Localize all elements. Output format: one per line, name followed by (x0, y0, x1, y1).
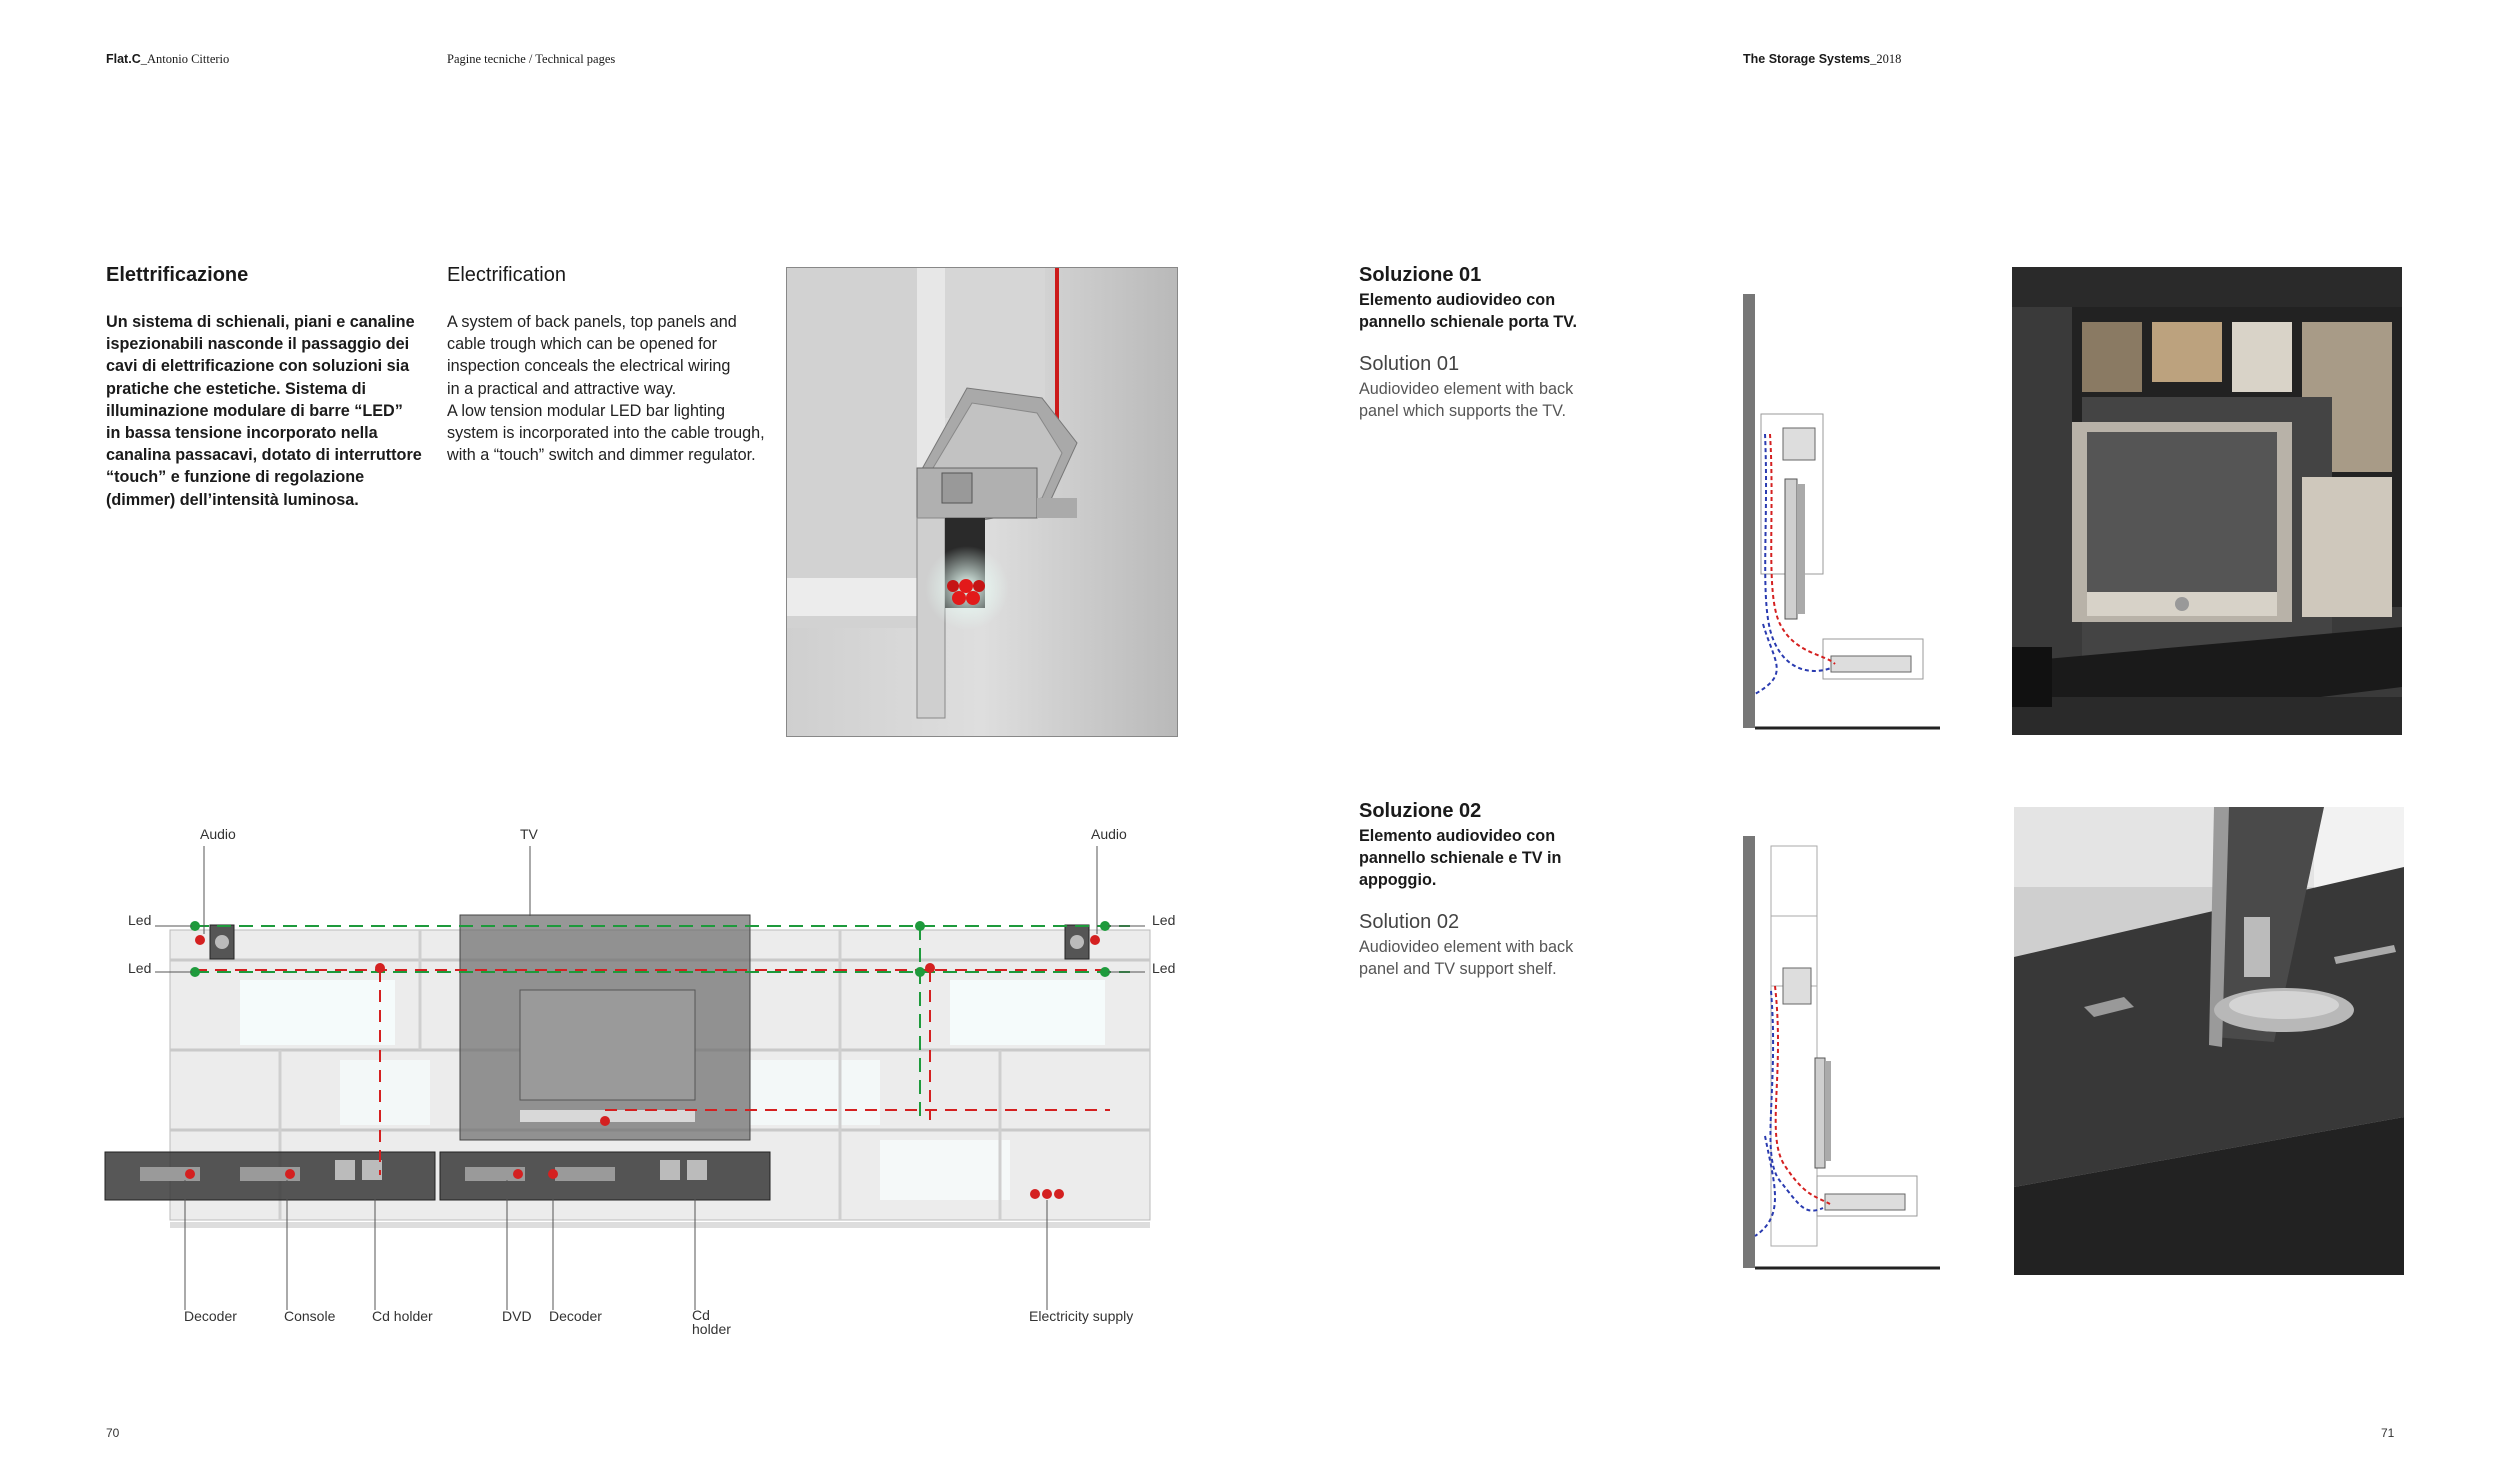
label-decoder-2: Decoder (549, 1308, 602, 1324)
desc-line: Elemento audiovideo con (1359, 291, 1556, 309)
desc-line: Elemento audiovideo con (1359, 827, 1556, 845)
body-it-line: cavi di elettrificazione con soluzioni sia (106, 357, 410, 376)
body-it-line: canalina passacavi, dotato di interruttore (106, 446, 422, 465)
label-dvd: DVD (502, 1308, 532, 1324)
body-it-line: pratiche che estetiche. Sistema di (106, 379, 367, 398)
tv-screen (520, 990, 695, 1100)
electrification-body-en (447, 311, 765, 466)
body-en-line: A system of back panels, top panels and (447, 313, 737, 331)
desc-line: pannello schienale porta TV. (1359, 313, 1577, 332)
body-en-line: A low tension modular LED bar lighting (447, 401, 726, 420)
body-en-line: with a “touch” switch and dimmer regulator. (447, 446, 756, 465)
label-cd-holder-2-line: Cd (692, 1307, 710, 1323)
body-it-line: illuminazione modulare di barre “LED” (106, 401, 403, 420)
label-decoder-1: Decoder (184, 1308, 237, 1324)
electrification-body-it (106, 311, 422, 511)
solution-02-title-it: Soluzione 02 (1359, 800, 1482, 822)
solution-02-photo (2014, 807, 2404, 1275)
body-it-line: Un sistema di schienali, piani e canaline (106, 313, 415, 331)
desc-line: Audiovideo element with back (1359, 380, 1574, 398)
desc-line: panel which supports the TV. (1359, 402, 1566, 421)
solution-02-section-drawing (1735, 836, 1945, 1276)
label-cd-holder-2-line: holder (692, 1321, 731, 1337)
solution-01-photo (2012, 267, 2402, 735)
header-collection (1743, 52, 1901, 67)
collection-year: _2018 (1870, 52, 1902, 66)
wall-unit-wiring-diagram (100, 820, 1160, 1360)
page-number-left: 70 (106, 1426, 120, 1440)
body-en-line: system is incorporated into the cable trough, (447, 424, 765, 443)
designer-name: _Antonio Citterio (140, 52, 230, 66)
solution-02-title-en: Solution 02 (1359, 911, 1460, 933)
brand-name: Flat.C (106, 52, 141, 66)
label-led-right-2: Led (1152, 960, 1176, 976)
desc-line: panel and TV support shelf. (1359, 960, 1557, 979)
solution-01-title-it: Soluzione 01 (1359, 264, 1482, 286)
body-it-line: (dimmer) dell’intensità luminosa. (106, 490, 359, 509)
body-it-line: ispezionabili nasconde il passaggio dei (106, 335, 410, 354)
body-en-line: cable trough which can be opened for (447, 335, 717, 354)
body-en-line: in a practical and attractive way. (447, 379, 677, 398)
desc-line: Audiovideo element with back (1359, 938, 1574, 956)
label-led-left-2: Led (128, 960, 152, 976)
solution-01-desc-it (1359, 289, 1577, 333)
label-cd-holder-1: Cd holder (372, 1308, 433, 1324)
solution-01-title-en: Solution 01 (1359, 353, 1460, 375)
label-console: Console (284, 1308, 336, 1324)
body-it-line: “touch” e funzione di regolazione (106, 468, 365, 487)
label-cd-holder-2 (692, 1308, 731, 1336)
label-audio-right: Audio (1091, 826, 1127, 842)
desc-line: pannello schienale e TV in (1359, 849, 1562, 868)
solution-02-desc-en (1359, 936, 1573, 980)
label-electricity-supply: Electricity supply (1029, 1308, 1134, 1324)
solution-01-section-drawing (1735, 294, 1945, 734)
label-audio-left: Audio (200, 826, 236, 842)
label-tv: TV (520, 826, 538, 842)
header-brand (106, 52, 229, 67)
solution-02-desc-it (1359, 825, 1561, 892)
desc-line: appoggio. (1359, 871, 1437, 890)
cable-trough-profile-photo (786, 267, 1178, 737)
electrification-title-en: Electrification (447, 264, 566, 286)
label-led-right-1: Led (1152, 912, 1176, 928)
body-en-line: inspection conceals the electrical wiring (447, 357, 731, 376)
label-led-left-1: Led (128, 912, 152, 928)
page-number-right: 71 (2381, 1426, 2395, 1440)
body-it-line: in bassa tensione incorporato nella (106, 424, 378, 443)
solution-01-desc-en (1359, 378, 1573, 422)
collection-name: The Storage Systems (1743, 52, 1871, 66)
electrification-title-it: Elettrificazione (106, 264, 249, 286)
header-section: Pagine tecniche / Technical pages (447, 52, 616, 66)
